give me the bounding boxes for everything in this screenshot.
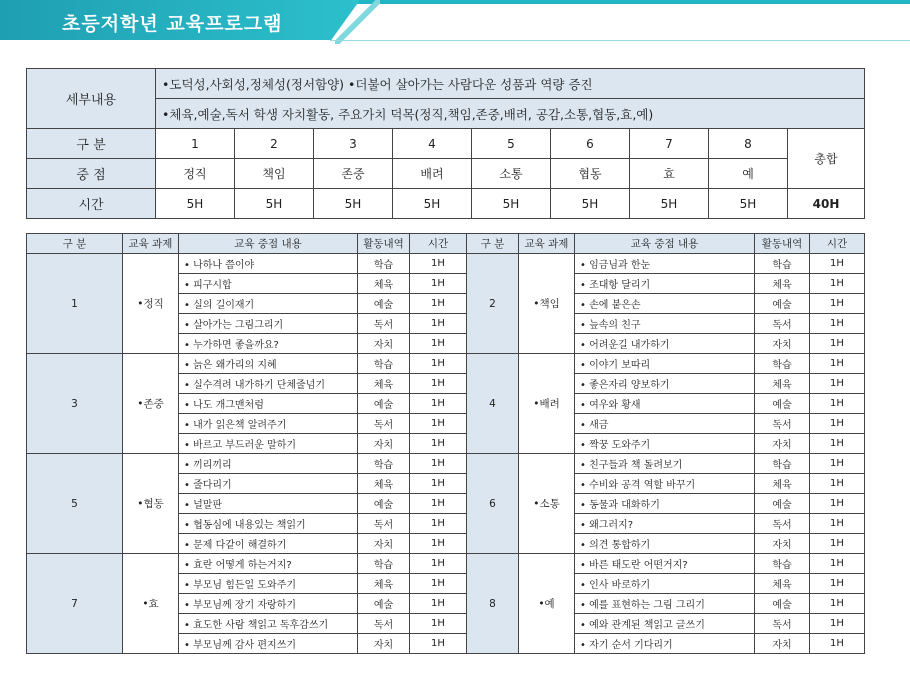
- activity-content: • 임금님과 한눈: [575, 254, 755, 274]
- activity-time: 1H: [810, 314, 865, 334]
- number-cell: 3: [314, 129, 393, 159]
- group-number: 4: [467, 354, 519, 454]
- number-cell: 8: [709, 129, 788, 159]
- detail-line-1: •도덕성,사회성,정체성(정서함양) •더불어 살아가는 사람다운 성품과 역량 증진: [156, 69, 865, 99]
- group-theme: •협동: [123, 454, 179, 554]
- group-theme: •효: [123, 554, 179, 654]
- activity-time: 1H: [810, 274, 865, 294]
- activity-content: • 어려운길 내가하기: [575, 334, 755, 354]
- activity-content: • 동물과 대화하기: [575, 494, 755, 514]
- activity-type: 학습: [755, 354, 810, 374]
- activity-time: 1H: [410, 314, 467, 334]
- detail-label: 세부내용: [27, 69, 156, 129]
- activity-content: • 좋은자리 양보하기: [575, 374, 755, 394]
- activity-type: 예술: [358, 394, 410, 414]
- group-number: 2: [467, 254, 519, 354]
- activity-time: 1H: [810, 554, 865, 574]
- focus-cell: 책임: [235, 159, 314, 189]
- activity-type: 체육: [358, 574, 410, 594]
- program-detail-table: [26, 233, 865, 654]
- activity-content: • 조대항 달리기: [575, 274, 755, 294]
- time-label: 시간: [27, 189, 156, 219]
- activity-time: 1H: [410, 534, 467, 554]
- activity-content: • 피구시합: [179, 274, 358, 294]
- activity-type: 독서: [755, 314, 810, 334]
- activity-type: 체육: [755, 274, 810, 294]
- activity-time: 1H: [810, 534, 865, 554]
- activity-content: • 여우와 황새: [575, 394, 755, 414]
- activity-time: 1H: [410, 494, 467, 514]
- activity-content: • 바른 태도란 어떤거지?: [575, 554, 755, 574]
- activity-time: 1H: [810, 374, 865, 394]
- activity-time: 1H: [410, 354, 467, 374]
- number-cell: 7: [630, 129, 709, 159]
- activity-type: 자치: [358, 434, 410, 454]
- activity-content: • 바르고 부드러운 말하기: [179, 434, 358, 454]
- page-title: 초등저학년 교육프로그램: [62, 13, 283, 35]
- activity-content: • 살아가는 그림그리기: [179, 314, 358, 334]
- activity-type: 학습: [755, 554, 810, 574]
- activity-time: 1H: [810, 514, 865, 534]
- activity-time: 1H: [810, 434, 865, 454]
- activity-type: 학습: [755, 254, 810, 274]
- activity-type: 예술: [755, 294, 810, 314]
- activity-content: • 자기 순서 기다리기: [575, 634, 755, 654]
- activity-time: 1H: [810, 294, 865, 314]
- activity-time: 1H: [410, 454, 467, 474]
- activity-content: • 효도한 사람 책읽고 독후감쓰기: [179, 614, 358, 634]
- activity-content: • 이야기 보따리: [575, 354, 755, 374]
- activity-content: • 나하나 쯤이야: [179, 254, 358, 274]
- activity-time: 1H: [810, 354, 865, 374]
- table-row: [27, 454, 865, 474]
- header-time: 시간: [410, 234, 467, 254]
- focus-cell: 예: [709, 159, 788, 189]
- header-gubun: 구 분: [27, 234, 123, 254]
- group-theme: •소통: [519, 454, 575, 554]
- number-cell: 1: [156, 129, 235, 159]
- activity-type: 독서: [358, 514, 410, 534]
- activity-time: 1H: [410, 614, 467, 634]
- activity-content: • 예와 관계된 책읽고 글쓰기: [575, 614, 755, 634]
- activity-content: • 인사 바로하기: [575, 574, 755, 594]
- group-number: 7: [27, 554, 123, 654]
- table-row: [27, 254, 865, 274]
- activity-type: 체육: [358, 474, 410, 494]
- table-row: [27, 354, 865, 374]
- activity-type: 자치: [358, 534, 410, 554]
- group-number: 8: [467, 554, 519, 654]
- activity-time: 1H: [410, 374, 467, 394]
- activity-type: 자치: [755, 534, 810, 554]
- header-theme: 교육 과제: [519, 234, 575, 254]
- activity-content: • 손에 붙은손: [575, 294, 755, 314]
- activity-time: 1H: [410, 414, 467, 434]
- activity-content: • 늪속의 친구: [575, 314, 755, 334]
- activity-type: 자치: [358, 334, 410, 354]
- activity-content: • 짝꿍 도와주기: [575, 434, 755, 454]
- activity-type: 예술: [358, 594, 410, 614]
- activity-content: • 늙은 왜가리의 지혜: [179, 354, 358, 374]
- activity-type: 체육: [358, 274, 410, 294]
- activity-type: 자치: [755, 334, 810, 354]
- activity-content: • 효란 어떻게 하는거지?: [179, 554, 358, 574]
- table-row: [27, 554, 865, 574]
- activity-content: • 부모님께 감사 편지쓰기: [179, 634, 358, 654]
- activity-type: 체육: [755, 474, 810, 494]
- activity-time: 1H: [410, 274, 467, 294]
- activity-time: 1H: [410, 574, 467, 594]
- header-activity: 활동내역: [755, 234, 810, 254]
- activity-time: 1H: [810, 494, 865, 514]
- activity-content: • 널말판: [179, 494, 358, 514]
- number-cell: 4: [393, 129, 472, 159]
- focus-cell: 정직: [156, 159, 235, 189]
- activity-type: 독서: [755, 514, 810, 534]
- total-label: 총합: [788, 129, 865, 189]
- header-time: 시간: [810, 234, 865, 254]
- activity-time: 1H: [810, 614, 865, 634]
- group-theme: •배려: [519, 354, 575, 454]
- focus-cell: 협동: [551, 159, 630, 189]
- activity-time: 1H: [410, 554, 467, 574]
- activity-type: 독서: [755, 614, 810, 634]
- activity-type: 예술: [755, 594, 810, 614]
- activity-type: 체육: [755, 574, 810, 594]
- number-cell: 6: [551, 129, 630, 159]
- group-number: 1: [27, 254, 123, 354]
- group-number: 6: [467, 454, 519, 554]
- activity-time: 1H: [810, 574, 865, 594]
- focus-cell: 소통: [472, 159, 551, 189]
- activity-time: 1H: [410, 634, 467, 654]
- title-decoration: [335, 0, 380, 44]
- activity-content: • 끼리끼리: [179, 454, 358, 474]
- header-gubun: 구 분: [467, 234, 519, 254]
- focus-cell: 존중: [314, 159, 393, 189]
- activity-time: 1H: [410, 254, 467, 274]
- activity-time: 1H: [410, 394, 467, 414]
- number-cell: 2: [235, 129, 314, 159]
- activity-type: 독서: [358, 414, 410, 434]
- activity-type: 체육: [358, 374, 410, 394]
- activity-type: 학습: [358, 354, 410, 374]
- activity-time: 1H: [810, 594, 865, 614]
- activity-type: 학습: [358, 254, 410, 274]
- hours-cell: 5H: [472, 189, 551, 219]
- activity-time: 1H: [810, 634, 865, 654]
- activity-type: 예술: [755, 494, 810, 514]
- gubun-label: 구 분: [27, 129, 156, 159]
- detail-line-2: •체육,예술,독서 학생 자치활동, 주요가치 덕목(정직,책임,존중,배려, 공감,소통,협동,효,예): [156, 99, 865, 129]
- activity-type: 학습: [358, 454, 410, 474]
- total-hours: 40H: [788, 189, 865, 219]
- activity-type: 학습: [755, 454, 810, 474]
- activity-type: 독서: [358, 614, 410, 634]
- group-theme: •책임: [519, 254, 575, 354]
- activity-content: • 친구들과 책 돌려보기: [575, 454, 755, 474]
- focus-label: 중 점: [27, 159, 156, 189]
- hours-cell: 5H: [709, 189, 788, 219]
- activity-content: • 줄다리기: [179, 474, 358, 494]
- summary-table: [26, 68, 865, 219]
- hours-cell: 5H: [393, 189, 472, 219]
- activity-content: • 부모님께 장기 자랑하기: [179, 594, 358, 614]
- activity-type: 예술: [358, 294, 410, 314]
- activity-content: • 왜그러지?: [575, 514, 755, 534]
- group-number: 3: [27, 354, 123, 454]
- activity-content: • 실의 길이재기: [179, 294, 358, 314]
- activity-content: • 예를 표현하는 그림 그리기: [575, 594, 755, 614]
- activity-type: 자치: [358, 634, 410, 654]
- activity-time: 1H: [410, 434, 467, 454]
- activity-time: 1H: [810, 394, 865, 414]
- activity-time: 1H: [810, 474, 865, 494]
- activity-type: 독서: [755, 414, 810, 434]
- hours-cell: 5H: [630, 189, 709, 219]
- header-activity: 활동내역: [358, 234, 410, 254]
- activity-time: 1H: [810, 334, 865, 354]
- activity-content: • 실수격려 내가하기 단체줄넘기: [179, 374, 358, 394]
- activity-type: 예술: [755, 394, 810, 414]
- activity-content: • 나도 개그맨처럼: [179, 394, 358, 414]
- activity-content: • 의견 통합하기: [575, 534, 755, 554]
- hours-cell: 5H: [314, 189, 393, 219]
- title-underline: [330, 40, 910, 41]
- activity-content: • 새금: [575, 414, 755, 434]
- activity-content: • 부모님 힘든일 도와주기: [179, 574, 358, 594]
- activity-type: 학습: [358, 554, 410, 574]
- focus-cell: 효: [630, 159, 709, 189]
- activity-type: 자치: [755, 634, 810, 654]
- activity-time: 1H: [410, 294, 467, 314]
- activity-time: 1H: [810, 254, 865, 274]
- hours-cell: 5H: [235, 189, 314, 219]
- activity-content: • 내가 읽은책 알려주기: [179, 414, 358, 434]
- activity-time: 1H: [810, 454, 865, 474]
- group-theme: •예: [519, 554, 575, 654]
- activity-time: 1H: [410, 594, 467, 614]
- activity-type: 체육: [755, 374, 810, 394]
- activity-content: • 협동심에 내용있는 책읽기: [179, 514, 358, 534]
- focus-cell: 배려: [393, 159, 472, 189]
- activity-time: 1H: [810, 414, 865, 434]
- activity-type: 예술: [358, 494, 410, 514]
- group-theme: •정직: [123, 254, 179, 354]
- activity-time: 1H: [410, 334, 467, 354]
- activity-time: 1H: [410, 514, 467, 534]
- header-content: 교육 중점 내용: [575, 234, 755, 254]
- group-number: 5: [27, 454, 123, 554]
- group-theme: •존중: [123, 354, 179, 454]
- activity-content: • 수비와 공격 역할 바꾸기: [575, 474, 755, 494]
- header-theme: 교육 과제: [123, 234, 179, 254]
- hours-cell: 5H: [156, 189, 235, 219]
- hours-cell: 5H: [551, 189, 630, 219]
- activity-content: • 문제 다같이 해결하기: [179, 534, 358, 554]
- activity-type: 자치: [755, 434, 810, 454]
- activity-type: 독서: [358, 314, 410, 334]
- number-cell: 5: [472, 129, 551, 159]
- activity-content: • 누가하면 좋을까요?: [179, 334, 358, 354]
- activity-time: 1H: [410, 474, 467, 494]
- header-content: 교육 중점 내용: [179, 234, 358, 254]
